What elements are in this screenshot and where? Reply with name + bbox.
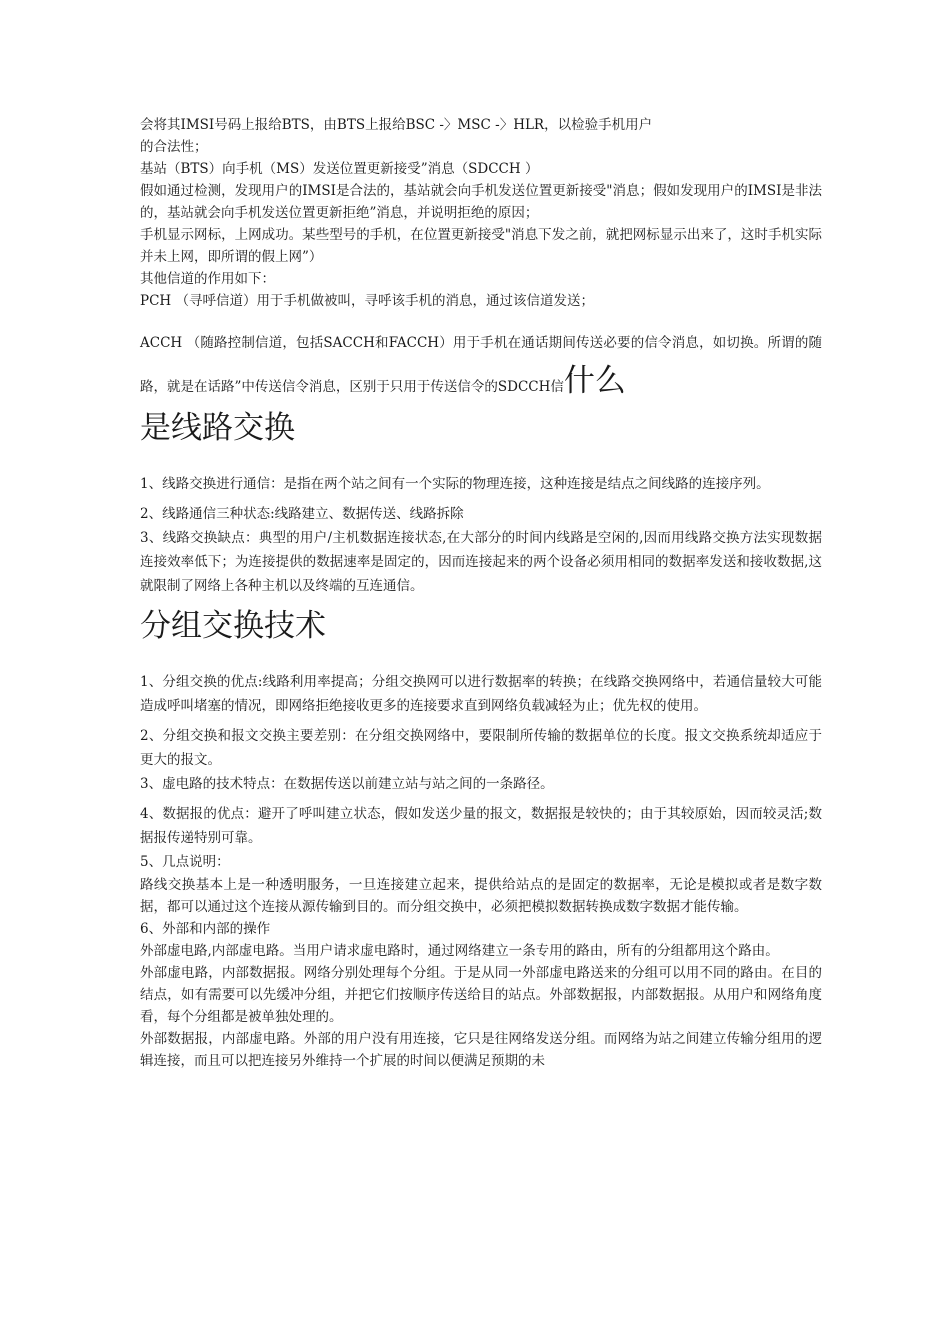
section2-item-8: 外部虚电路,内部虚电路。当用户请求虚电路时，通过网络建立一条专用的路由，所有的分组都用这个路由。 [140, 943, 779, 959]
section1-item-3: 3、线路交换缺点：典型的用户/主机数据连接状态,在大部分的时间内线路是空闲的,因而用线路交换方法实现数据连接效率低下；为连接提供的数据速率是固定的，因而连接起来的两个设备必须用相同的数据率发送和接收数据,这就限制了网络上各种主机以及终端的互连通信。 [140, 530, 822, 594]
intro-paragraph-2: 的合法性； [140, 139, 208, 155]
intro-paragraph-8 [140, 324, 822, 406]
intro-paragraph-5: 手机显示网标，上网成功。某些型号的手机，在位置更新接受"消息下发之前，就把网标显示出来了，这时手机实际并未上网，即所谓的假上网”） [140, 227, 822, 265]
section2-title: 分组交换技术 [140, 608, 326, 644]
section1-title-part1: 什么 [563, 363, 626, 399]
section2-item-10: 外部数据报，内部虚电路。外部的用户没有用连接，它只是往网络发送分组。而网络为站之间建立传输分组用的逻辑连接，而且可以把连接另外维持一个扩展的时间以便满足预期的未 [140, 1031, 822, 1069]
document-page [140, 114, 822, 1072]
acch-text: ACCH （随路控制信道，包括SACCH和FACCH）用于手机在通话期间传送必要的信令消息，如切换。所谓的随路，就是在话路”中传送信令消息，区别于只用于传送信令的SDCCH信 [140, 335, 822, 395]
section2-item-6: 路线交换基本上是一种透明服务，一旦连接建立起来，提供给站点的是固定的数据率，无论是模拟或者是数字数据，都可以通过这个连接从源传输到目的。而分组交换中，必须把模拟数据转换成数字数据才能传输。 [140, 877, 822, 915]
section1-body [140, 472, 822, 598]
intro-paragraph-1: 会将其IMSI号码上报给BTS，由BTS上报给BSC -〉MSC -〉HLR，以检验手机用户 [140, 117, 653, 133]
section2-item-4: 4、数据报的优点：避开了呼叫建立状态，假如发送少量的报文，数据报是较快的；由于其较原始，因而较灵活;数据报传递特别可靠。 [140, 806, 822, 846]
section2-body [140, 670, 822, 1072]
section2-item-7: 6、外部和内部的操作 [140, 921, 271, 937]
section2-item-2: 2、分组交换和报文交换主要差别：在分组交换网络中，要限制所传输的数据单位的长度。报文交换系统却适应于更大的报文。 [140, 728, 822, 768]
section2-item-1: 1、分组交换的优点:线路利用率提高；分组交换网可以进行数据率的转换；在线路交换网络中，若通信量较大可能造成呼叫堵塞的情况，即网络拒绝接收更多的连接要求直到网络负载减轻为止；优先权的使用。 [140, 674, 822, 714]
section2-item-9: 外部虚电路，内部数据报。网络分别处理每个分组。于是从同一外部虚电路送来的分组可以用不同的路由。在目的结点，如有需要可以先缓冲分组，并把它们按顺序传送给目的站点。外部数据报，内部数据报。从用户和网络角度看，每个分组都是被单独处理的。 [140, 965, 822, 1025]
section1-title: 是线路交换 [140, 410, 295, 446]
intro-paragraph-6: 其他信道的作用如下： [140, 271, 275, 287]
section1-item-2: 2、线路通信三种状态:线路建立、数据传送、线路拆除 [140, 506, 464, 522]
section2-item-5: 5、几点说明： [140, 854, 230, 870]
section1-item-1: 1、线路交换进行通信：是指在两个站之间有一个实际的物理连接，这种连接是结点之间线路的连接序列。 [140, 476, 770, 492]
intro-paragraph-7: PCH （寻呼信道）用于手机做被叫，寻呼该手机的消息，通过该信道发送； [140, 293, 594, 309]
intro-paragraph-3: 基站（BTS）向手机（MS）发送位置更新接受”消息（SDCCH ） [140, 161, 539, 177]
section2-item-3: 3、虚电路的技术特点：在数据传送以前建立站与站之间的一条路径。 [140, 776, 554, 792]
intro-paragraph-4: 假如通过检测，发现用户的IMSI是合法的，基站就会向手机发送位置更新接受"消息；假如发现用户的IMSI是非法的，基站就会向手机发送位置更新拒绝”消息，并说明拒绝的原因； [140, 183, 822, 221]
